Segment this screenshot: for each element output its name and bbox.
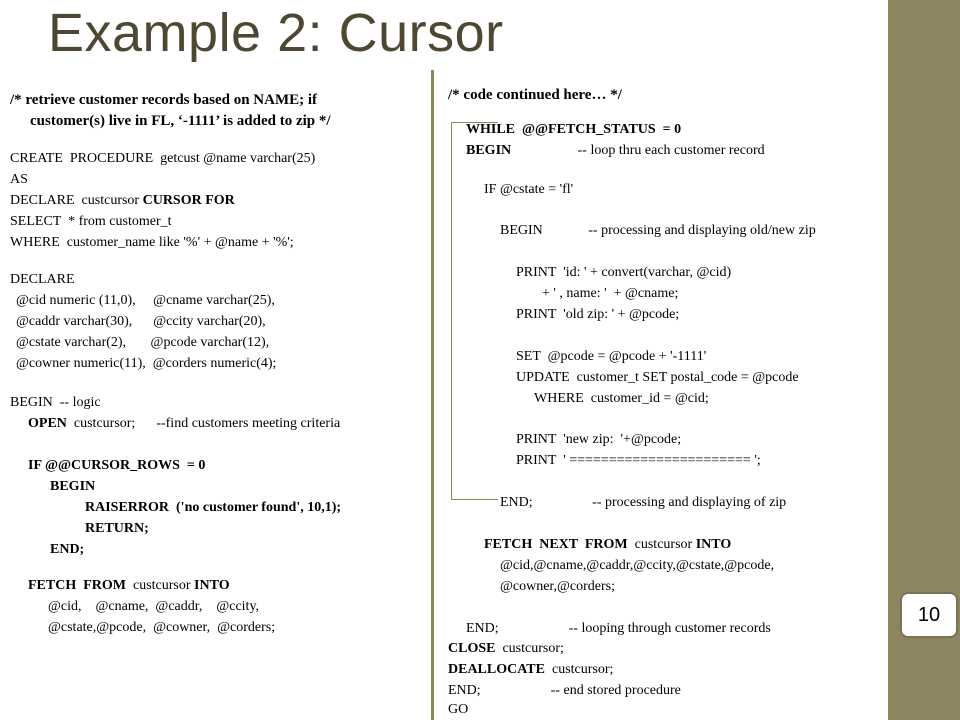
code-while: WHILE @@FETCH_STATUS = 0 [466,122,682,137]
left-comment-line2: customer(s) live in FL, ‘-1111’ is added to zip */ [30,113,331,129]
code-as: AS [10,172,28,187]
code-while-end: END; -- looping through customer records [466,621,771,636]
code-declare-cursor: DECLARE custcursor CURSOR FOR [10,193,235,208]
code-if-cstate: IF @cstate = 'fl' [484,182,574,197]
column-divider [431,70,434,720]
code-while-begin: BEGIN -- loop thru each customer record [466,143,765,158]
code-if-begin: BEGIN -- processing and displaying old/new zip [500,223,816,238]
code-print-name: + ' , name: ' + @cname; [542,286,679,301]
code-fetch-next-vars-2: @cowner,@corders; [500,579,616,594]
code-fetch-next-vars-1: @cid,@cname,@caddr,@ccity,@cstate,@pcode, [500,558,775,573]
code-raiserror: RAISERROR ('no customer found', 10,1); [85,500,342,515]
code-declare-vars-2: @caddr varchar(30), @ccity varchar(20), [16,314,266,329]
code-update-where: WHERE customer_id = @cid; [534,391,709,406]
code-end-procedure: END; -- end stored procedure [448,683,681,698]
code-if-end: END; -- processing and displaying of zip [500,495,787,510]
code-open-cursor: OPEN custcursor; --find customers meeting criteria [28,416,341,431]
code-fetch-vars-2: @cstate,@pcode, @cowner, @corders; [48,620,276,635]
code-print-separator: PRINT ' ======================= '; [516,453,761,468]
code-go: GO [448,702,469,717]
code-declare-vars-1: @cid numeric (11,0), @cname varchar(25), [16,293,275,308]
code-deallocate-cursor: DEALLOCATE custcursor; [448,662,614,677]
code-if-cursor-rows: IF @@CURSOR_ROWS = 0 [28,458,206,473]
code-select: SELECT * from customer_t [10,214,172,229]
code-declare: DECLARE [10,272,75,287]
right-comment: /* code continued here… */ [448,87,622,103]
code-fetch-from: FETCH FROM custcursor INTO [28,578,230,593]
code-fetch-next: FETCH NEXT FROM custcursor INTO [484,537,732,552]
code-set-pcode: SET @pcode = @pcode + '-1111' [516,349,707,364]
code-declare-vars-4: @cowner numeric(11), @corders numeric(4); [16,356,277,371]
left-comment-line1: /* retrieve customer records based on NAME; if [10,92,318,108]
code-print-new-zip: PRINT 'new zip: '+@pcode; [516,432,682,447]
code-end: END; [50,542,85,557]
while-loop-bracket [451,122,498,500]
code-print-old-zip: PRINT 'old zip: ' + @pcode; [516,307,680,322]
slide-title: Example 2: Cursor [48,3,504,63]
code-fetch-vars-1: @cid, @cname, @caddr, @ccity, [48,599,260,614]
code-begin: BEGIN [50,479,96,494]
code-close-cursor: CLOSE custcursor; [448,641,564,656]
code-begin-logic: BEGIN -- logic [10,395,101,410]
code-print-id: PRINT 'id: ' + convert(varchar, @cid) [516,265,732,280]
code-create-procedure: CREATE PROCEDURE getcust @name varchar(25) [10,151,316,166]
code-return: RETURN; [85,521,149,536]
page-number-badge: 10 [900,592,958,638]
code-update: UPDATE customer_t SET postal_code = @pcode [516,370,799,385]
code-where: WHERE customer_name like '%' + @name + '%'; [10,235,294,250]
code-declare-vars-3: @cstate varchar(2), @pcode varchar(12), [16,335,270,350]
